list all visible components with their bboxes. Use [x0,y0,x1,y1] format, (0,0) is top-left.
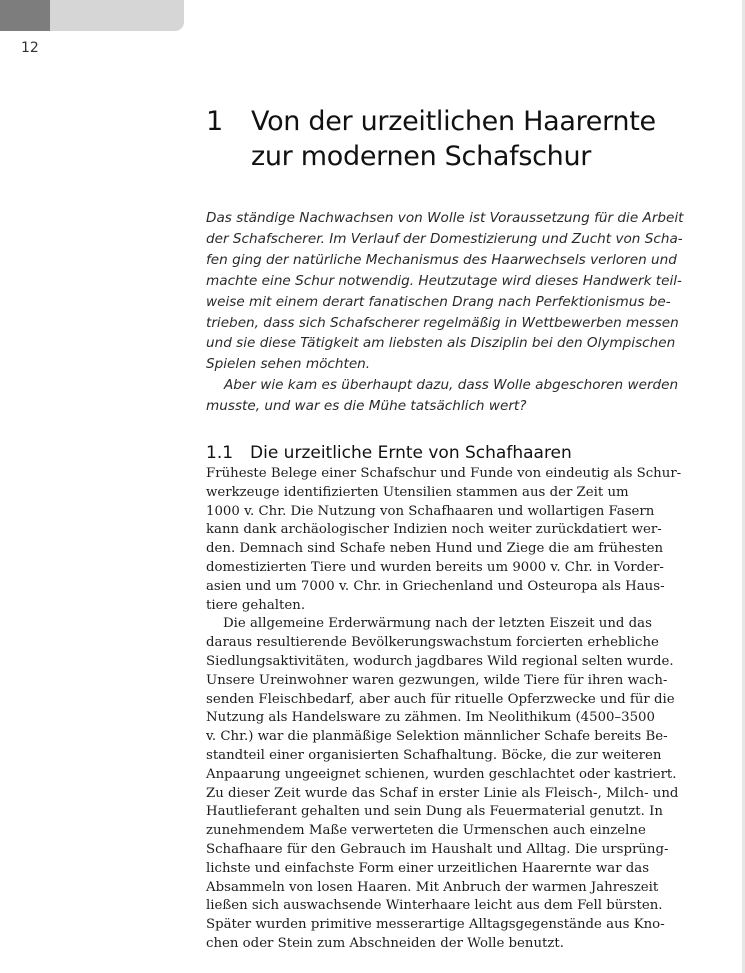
body-line: chen oder Stein zum Abschneiden der Wolle benutzt. [206,935,564,951]
body-line: zunehmendem Maße verwerteten die Urmenschen auch einzelne [206,823,646,839]
body-line: senden Fleischbedarf, aber auch für rituelle Opferzwecke und für die [206,691,675,707]
section-title: Die urzeitliche Ernte von Schafhaaren [250,443,572,463]
body-line: Siedlungsaktivitäten, wodurch jagdbares Wild regional selten wurde. [206,653,674,669]
body-line: Anpaarung ungeeignet schienen, wurden geschlachtet oder kastriert. [206,766,677,782]
body-line: 1000 v. Chr. Die Nutzung von Schafhaaren und wollartigen Fasern [206,503,655,519]
body-line: Nutzung als Handelsware zu zähmen. Im Neolithikum (4500–3500 [206,710,655,726]
body-line: lichste und einfachste Form einer urzeitlichen Haarernte war das [206,860,650,876]
body-line: den. Demnach sind Schafe neben Hund und Ziege die am frühesten [206,541,664,557]
header-tab-light [50,0,184,31]
abstract-line: der Schafscherer. Im Verlauf der Domestizierung und Zucht von Scha- [206,230,683,247]
section-heading [206,442,666,464]
abstract-line: musste, und war es die Mühe tatsächlich wert? [206,398,527,415]
body-text [206,465,682,954]
section-number: 1.1 [206,443,234,463]
body-line: kann dank archäologischer Indizien noch weiter zurückdatiert wer- [206,522,662,538]
abstract-line: und sie diese Tätigkeit am liebsten als Disziplin bei den Olympischen [206,335,676,352]
body-line: v. Chr.) war die planmäßige Selektion männlicher Schafe bereits Be- [206,729,668,745]
body-line: werkzeuge identifizierten Utensilien stammen aus der Zeit um [206,484,629,500]
chapter-title-line: zur modernen Schafschur [251,141,592,172]
header-tab-dark [0,0,50,31]
abstract-line: fen ging der natürliche Mechanismus des Haarwechsels verloren und [206,251,677,268]
body-line: Schafhaare für den Gebrauch im Haushalt und Alltag. Die ursprüng- [206,841,669,857]
body-line: Hautlieferant gehalten und sein Dung als Feuermaterial genutzt. In [206,804,663,820]
body-line: domestizierten Tiere und wurden bereits um 9000 v. Chr. in Vorder- [206,559,664,575]
abstract-line: machte eine Schur notwendig. Heutzutage wird dieses Handwerk teil- [206,272,682,289]
abstract-line: weise mit einem derart fanatischen Drang nach Perfektionismus be- [206,293,671,310]
body-line: Unsere Ureinwohner waren gezwungen, wilde Tiere für ihren wach- [206,672,668,688]
body-line: Später wurden primitive messerartige Alltagsgegenstände aus Kno- [206,917,665,933]
body-line: asien und um 7000 v. Chr. in Griechenland und Osteuropa als Haus- [206,578,665,594]
body-line: Absammeln von losen Haaren. Mit Anbruch der warmen Jahreszeit [206,879,659,895]
chapter-heading [206,104,726,174]
chapter-abstract [206,208,684,417]
body-line: Die allgemeine Erderwärmung nach der letzten Eiszeit und das [223,616,652,632]
page-number: 12 [21,40,39,56]
body-line: ließen sich auswachsende Winterhaare leicht aus dem Fell bürsten. [206,898,663,914]
abstract-line: Das ständige Nachwachsen von Wolle ist Voraussetzung für die Arbeit [206,210,684,226]
body-line: Früheste Belege einer Schafschur und Funde von eindeutig als Schur- [206,466,682,481]
abstract-line: Spielen sehen möchten. [206,356,371,373]
abstract-line: Aber wie kam es überhaupt dazu, dass Wolle abgeschoren werden [224,377,679,394]
chapter-number: 1 [206,106,223,137]
body-line: daraus resultierende Bevölkerungswachstum forcierten erhebliche [206,635,659,651]
body-line: standteil einer organisierten Schafhaltung. Böcke, die zur weiteren [206,747,662,763]
abstract-line: trieben, dass sich Schafscherer regelmäßig in Wettbewerben messen [206,314,679,331]
body-line: Zu dieser Zeit wurde das Schaf in erster Linie als Fleisch-, Milch- und [206,785,679,801]
chapter-title-line: Von der urzeitlichen Haarernte [251,106,656,137]
body-line: tiere gehalten. [206,597,306,613]
chapter-title [251,104,726,174]
